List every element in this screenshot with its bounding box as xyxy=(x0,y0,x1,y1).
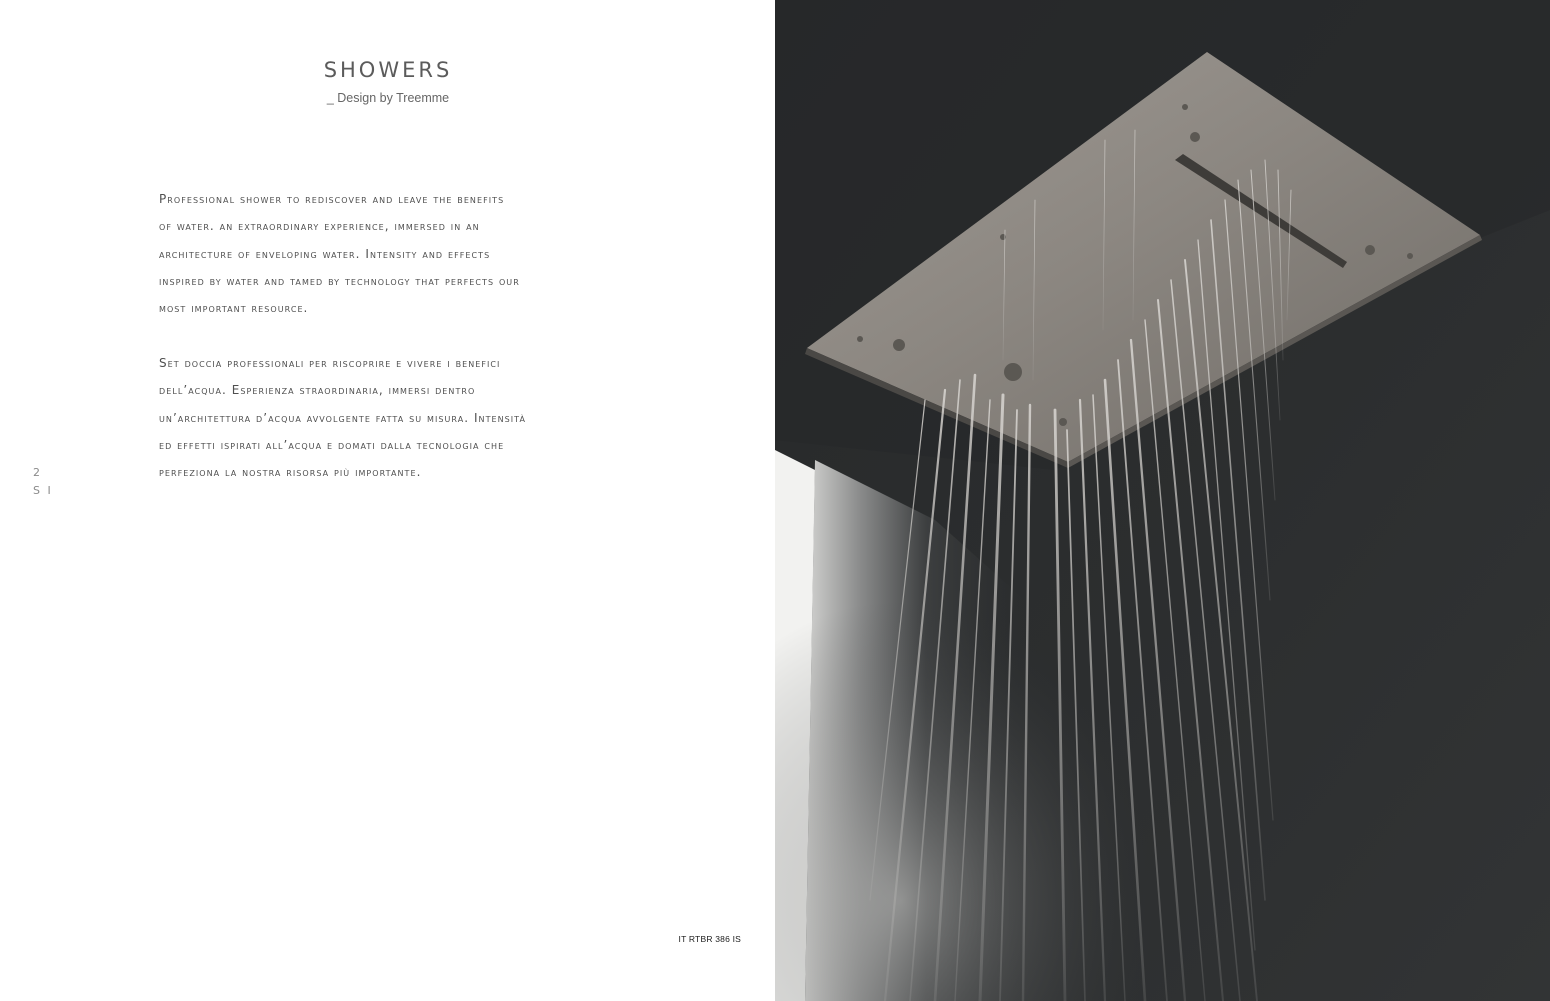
designer-credit: _ Design by Treemme xyxy=(326,91,450,105)
page-number: 2 xyxy=(33,466,42,479)
page-title: SHOWERS xyxy=(323,58,453,82)
description-line: Set doccia professionali per riscoprire e vivere i benefici xyxy=(159,356,501,370)
section-marker: S I xyxy=(33,484,53,497)
description-line: ed effetti ispirati all’acqua e domati dalla tecnologia che xyxy=(159,437,505,452)
description-line: Professional shower to rediscover and leave the benefits xyxy=(159,192,505,206)
description-line: inspired by water and tamed by technology that perfects our xyxy=(159,273,520,288)
right-page xyxy=(775,0,1550,1001)
page-marker xyxy=(33,464,53,500)
description-english xyxy=(159,186,629,322)
shower-photo xyxy=(775,0,1550,1001)
product-code: IT RTBR 386 IS xyxy=(678,934,741,944)
description-line: dell’acqua. Esperienza straordinaria, immersi dentro xyxy=(159,383,476,398)
description-line: architecture of enveloping water. Intensity and effects xyxy=(159,246,491,261)
description-line: un’architettura d’acqua avvolgente fatta su misura. Intensità xyxy=(159,410,527,425)
description-line: most important resource. xyxy=(159,301,309,316)
description-line: of water. an extraordinary experience, immersed in an xyxy=(159,219,480,234)
description-italian xyxy=(159,350,629,486)
description-line: perfeziona la nostra risorsa più importante. xyxy=(159,465,422,480)
